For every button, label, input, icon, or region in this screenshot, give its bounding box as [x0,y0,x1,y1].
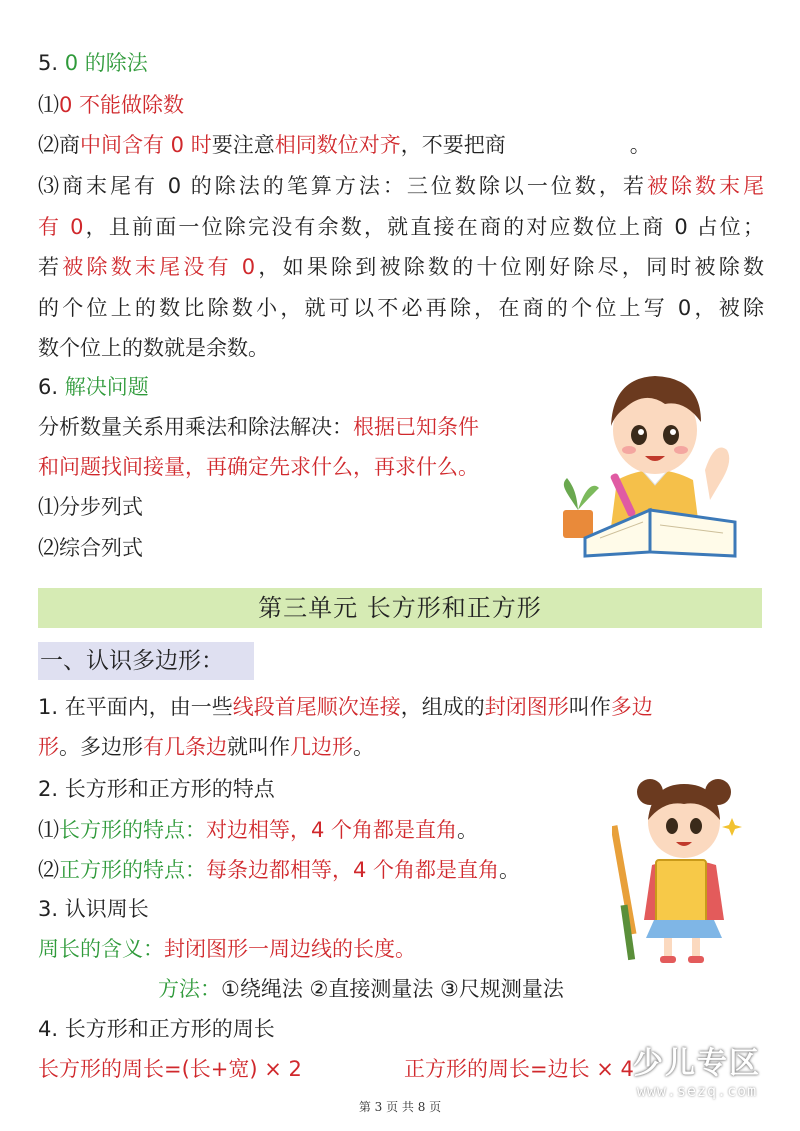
girl-with-book-illustration [612,770,752,965]
left-eye [631,425,647,445]
skirt [646,920,722,938]
watermark-brand: 少儿专区 [633,1046,761,1081]
polygon-definition-line-1: 1. 在平面内，由一些线段首尾顺次连接，组成的封闭图形叫作多边 [38,695,653,719]
rectangle-perimeter-formula: 长方形的周长=(长+宽) × 2 [38,1057,302,1081]
section-6-item-2: ⑵综合列式 [38,536,143,560]
section-5-item-3-line-2: 有 0，且前面一位除完没有余数，就直接在商的对应数位上商 0 占位； [38,215,764,239]
plant-leaf [578,486,599,510]
perimeter-methods: 方法：①绕绳法 ②直接测量法 ③尺规测量法 [158,977,564,1001]
perimeter-formula-heading: 4. 长方形和正方形的周长 [38,1017,275,1041]
section-5-heading: 5. 0 的除法 [38,51,148,75]
section-5-item-3-line-1: ⑶商末尾有 0 的除法的笔算方法：三位数除以一位数，若被除数末尾 [38,174,764,198]
right-eye [690,818,702,834]
polygon-definition-line-2: 形。多边形有几条边就叫作几边形。 [38,735,374,759]
leg [664,938,672,958]
cheek [622,446,636,454]
section-5-item-2: ⑵商中间含有 0 时要注意相同数位对齐，不要把商 。 [38,133,651,157]
unit-banner: 第三单元 长方形和正方形 [38,588,762,628]
section-5-item-3-line-4: 的个位上的数比除数小，就可以不必再除，在商的个位上写 0，被除 [38,296,764,320]
left-eye [666,818,678,834]
right-eye [663,425,679,445]
section-6-heading: 6. 解决问题 [38,375,149,399]
waving-hand [705,448,729,501]
shoe [660,956,676,963]
section-title: 一、认识多边形： [38,642,254,680]
section-5-item-3-line-3: 若被除数末尾没有 0，如果除到被除数的十位刚好除尽，同时被除数 [38,255,764,279]
section-6-item-1: ⑴分步列式 [38,495,143,519]
cheek [674,446,688,454]
sparkle-icon [722,818,742,836]
eye-highlight [670,429,676,435]
rectangle-features: ⑴长方形的特点：对边相等，4 个角都是直角。 [38,818,479,842]
perimeter-heading: 3. 认识周长 [38,897,149,921]
plant-leaf [564,478,578,510]
square-features: ⑵正方形的特点：每条边都相等，4 个角都是直角。 [38,858,521,882]
page-footer: 第 3 页 共 8 页 [358,1100,442,1114]
features-heading: 2. 长方形和正方形的特点 [38,777,275,801]
boy-reading-illustration [555,360,745,560]
section-6-description-line-1: 分析数量关系用乘法和除法解决：根据已知条件 [38,415,479,439]
leg [692,938,700,958]
held-book [656,860,706,924]
perimeter-definition: 周长的含义：封闭图形一周边线的长度。 [38,937,416,961]
shoe [688,956,704,963]
section-5-item-1: ⑴0 不能做除数 [38,93,185,117]
watermark [612,1038,782,1100]
square-perimeter-formula: 正方形的周长=边长 × 4 [404,1057,634,1081]
watermark-url: www.sezq.com [636,1082,758,1100]
plant-pot [563,510,593,538]
eye-highlight [638,429,644,435]
section-5-item-3-line-5: 数个位上的数就是余数。 [38,336,269,360]
section-6-description-line-2: 和问题找间接量，再确定先求什么，再求什么。 [38,455,479,479]
